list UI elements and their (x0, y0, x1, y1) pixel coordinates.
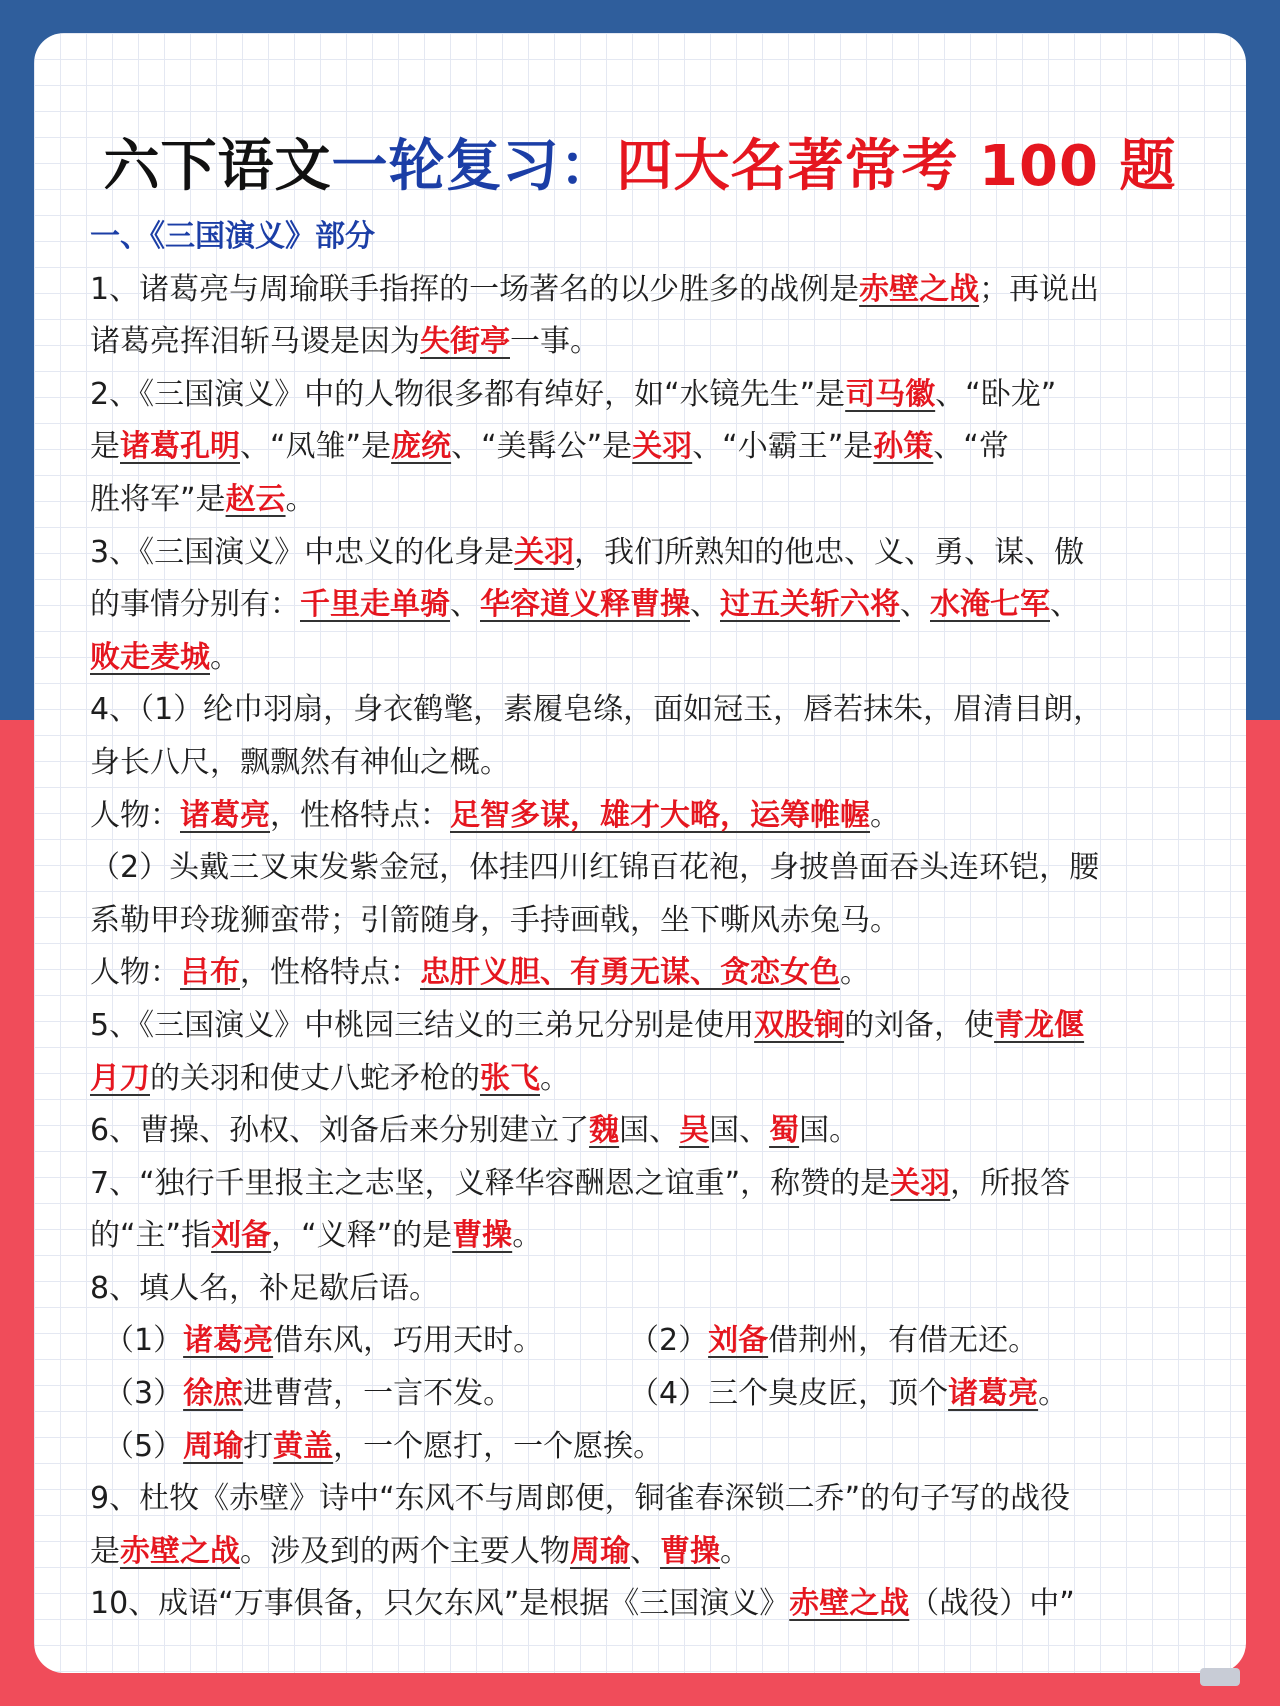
answer: 关羽 (632, 429, 693, 465)
answer: 千里走单骑 (300, 587, 450, 623)
question-4-line-4: 系勒甲玲珑狮蛮带；引箭随身，手持画戟，坐下嘶风赤兔马。 (90, 902, 900, 938)
answer: 曹操 (660, 1533, 720, 1569)
answer: 水淹七军 (930, 587, 1050, 623)
question-3-line-1: 3、《三国演义》中忠义的化身是关羽，我们所熟知的他忠、义、勇、谋、傲 (90, 534, 1085, 570)
question-9-line-1: 9、杜牧《赤壁》诗中“东风不与周郎便，铜雀春深锁二乔”的句子写的战役 (90, 1481, 1071, 1517)
question-2-line-1: 2、《三国演义》中的人物很多都有绰好，如“水镜先生”是司马徽、“卧龙” (90, 376, 1057, 412)
question-7-line-1: 7、“独行千里报主之志坚，义释华容酬恩之谊重”，称赞的是关羽，所报答 (90, 1165, 1071, 1201)
question-8-row-3: （5）周瑜打黄盖，一个愿打，一个愿挨。 (104, 1428, 664, 1464)
worksheet-card (34, 33, 1246, 1673)
question-9-line-2: 是赤壁之战。涉及到的两个主要人物周瑜、曹操。 (90, 1533, 750, 1569)
question-2-line-3: 胜将军”是赵云。 (90, 481, 316, 517)
answer: 刘备 (708, 1323, 769, 1359)
question-2-line-2: 是诸葛孔明、“凤雏”是庞统、“美髯公”是关羽、“小霸王”是孙策、“常 (90, 429, 1009, 465)
question-4-line-3: （2）头戴三叉束发紫金冠，体挂四川红锦百花袍，身披兽面吞头连环铠，腰 (90, 850, 1100, 886)
title-part1: 六下语文 (103, 134, 332, 199)
answer: 失街亭 (420, 324, 510, 360)
answer: 魏 (589, 1113, 620, 1149)
question-4-answer-1: 人物：诸葛亮，性格特点：足智多谋，雄才大略，运筹帷幄。 (90, 797, 900, 833)
answer: 过五关斩六将 (720, 587, 900, 623)
question-3-line-2: 的事情分别有：千里走单骑、华容道义释曹操、过五关斩六将、水淹七军、 (90, 587, 1080, 623)
answer: 徐庶 (183, 1376, 244, 1412)
answer: 黄盖 (273, 1428, 334, 1464)
answer: 关羽 (514, 534, 575, 570)
answer: 忠肝义胆、有勇无谋、贪恋女色 (420, 955, 840, 991)
question-8-row-2: （3）徐庶进曹营，一言不发。 （4）三个臭皮匠，顶个诸葛亮。 (104, 1376, 1069, 1412)
answer: 吕布 (180, 955, 240, 991)
question-list (90, 211, 1230, 1631)
answer: 张飞 (480, 1060, 540, 1096)
question-6: 6、曹操、孙权、刘备后来分别建立了魏国、吴国、蜀国。 (90, 1113, 860, 1149)
answer: 足智多谋，雄才大略，运筹帷幄 (450, 797, 870, 833)
question-8-row-1: （1）诸葛亮借东风，巧用天时。 （2）刘备借荆州，有借无还。 (104, 1323, 1039, 1359)
answer: 月刀 (90, 1060, 150, 1096)
answer: 败走麦城 (90, 639, 210, 675)
answer: 赤壁之战 (120, 1533, 240, 1569)
answer: 刘备 (211, 1218, 272, 1254)
menu-icon[interactable] (1200, 1668, 1240, 1686)
answer: 诸葛亮 (948, 1376, 1039, 1412)
question-7-line-2: 的“主”指刘备，“义释”的是曹操。 (90, 1218, 543, 1254)
answer: 曹操 (452, 1218, 513, 1254)
question-3-line-3: 败走麦城。 (90, 639, 240, 675)
page-title (34, 127, 1246, 207)
answer: 华容道义释曹操 (480, 587, 690, 623)
answer: 司马徽 (845, 376, 936, 412)
answer: 蜀 (769, 1113, 800, 1149)
answer: 庞统 (391, 429, 452, 465)
answer: 关羽 (890, 1165, 951, 1201)
answer: 孙策 (873, 429, 934, 465)
question-4-answer-2: 人物：吕布，性格特点：忠肝义胆、有勇无谋、贪恋女色。 (90, 955, 870, 991)
question-1-line-2: 诸葛亮挥泪斩马谡是因为失街亭一事。 (90, 324, 600, 360)
question-8-title: 8、填人名，补足歇后语。 (90, 1270, 440, 1306)
answer: 赤壁之战 (859, 271, 980, 307)
question-4-line-1: 4、（1）纶巾羽扇，身衣鹤氅，素履皂绦，面如冠玉，唇若抹朱，眉清目朗， (90, 692, 1104, 728)
answer: 赵云 (225, 481, 286, 517)
question-1-line-1: 1、诸葛亮与周瑜联手指挥的一场著名的以少胜多的战例是赤壁之战；再说出 (90, 271, 1100, 307)
question-5-line-1: 5、《三国演义》中桃园三结义的三弟兄分别是使用双股锏的刘备，使青龙偃 (90, 1007, 1085, 1043)
answer: 周瑜 (183, 1428, 244, 1464)
answer: 诸葛亮 (183, 1323, 274, 1359)
title-part3: 四大名著常考 100 题 (616, 134, 1177, 199)
question-5-line-2: 月刀的关羽和使丈八蛇矛枪的张飞。 (90, 1060, 570, 1096)
question-4-line-2: 身长八尺，飘飘然有神仙之概。 (90, 744, 510, 780)
question-10-line-1: 10、成语“万事俱备，只欠东风”是根据《三国演义》赤壁之战（战役）中” (90, 1586, 1075, 1622)
answer: 青龙偃 (994, 1007, 1085, 1043)
answer: 诸葛孔明 (120, 429, 240, 465)
answer: 诸葛亮 (180, 797, 270, 833)
answer: 双股锏 (754, 1007, 845, 1043)
answer: 赤壁之战 (789, 1586, 910, 1622)
answer: 周瑜 (570, 1533, 630, 1569)
answer: 吴 (679, 1113, 710, 1149)
section-title: 一、《三国演义》部分 (90, 219, 375, 254)
title-part2: 一轮复习： (331, 134, 617, 199)
